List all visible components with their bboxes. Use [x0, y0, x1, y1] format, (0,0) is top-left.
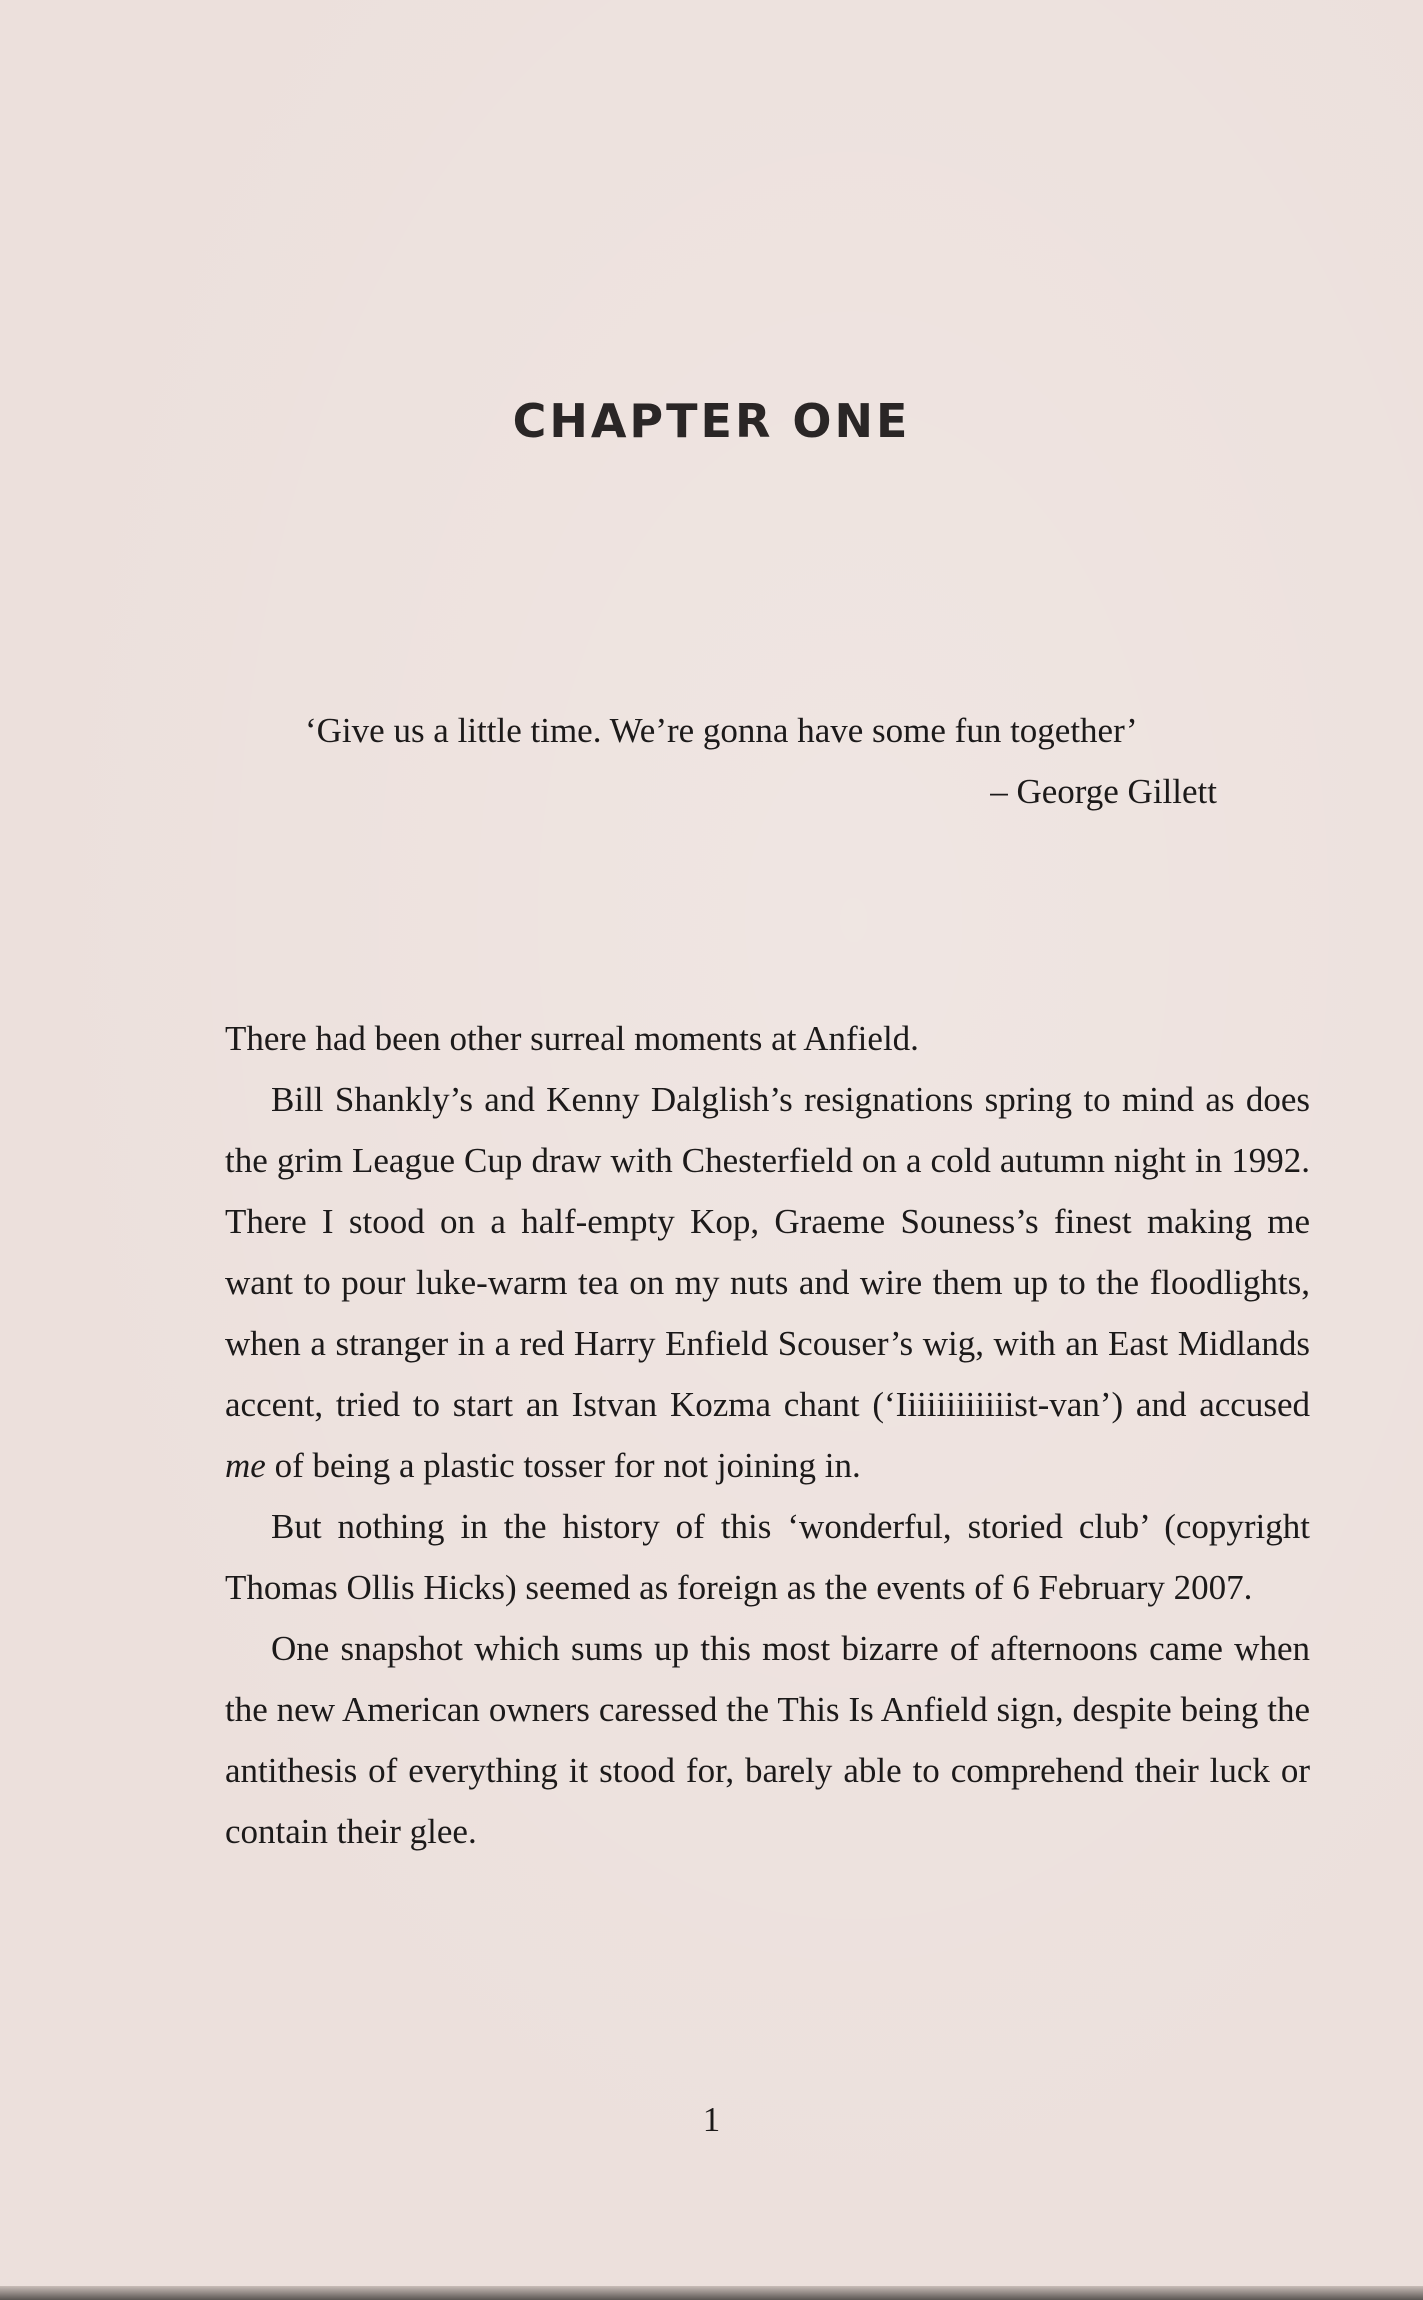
paragraph-2 — [225, 1069, 1310, 1496]
epigraph — [305, 700, 1217, 822]
paragraph-4: One snapshot which sums up this most bizarre of afternoons came when the new American owners caressed the This Is Anfield sign, despite being the antithesis of everything it stood for, barely able to comprehend their luck or contain their glee. — [225, 1629, 1310, 1851]
chapter-body — [225, 1008, 1310, 1862]
epigraph-attribution: – George Gillett — [990, 772, 1217, 811]
paragraph-2-emphasis: me — [225, 1446, 266, 1485]
paragraph-1: There had been other surreal moments at Anfield. — [225, 1019, 919, 1058]
page-number: 1 — [702, 2100, 721, 2139]
paragraph-2-tail: of being a plastic tosser for not joining in. — [265, 1446, 861, 1485]
paragraph-3: But nothing in the history of this ‘wonderful, storied club’ (copyright Thomas Ollis Hicks) seemed as foreign as the events of 6 February 2007. — [225, 1507, 1310, 1607]
paragraph-2-text: Bill Shankly’s and Kenny Dalglish’s resignations spring to mind as does the grim League Cup draw with Chesterfield on a cold autumn night in 1992. There I stood on a half-empty Kop, Graeme Souness’s finest making me want to pour luke-warm tea on my nuts and wire them up to the floodlights, when a stranger in a red Harry Enfield Scouser’s wig, with an East Midlands accent, tried to start an Istvan Kozma chant (‘Iiiiiiiiiiiist-van’) and accused — [225, 1080, 1310, 1424]
chapter-title: CHAPTER ONE — [512, 394, 911, 448]
page-bottom-edge — [0, 2286, 1423, 2300]
epigraph-quote: ‘Give us a little time. We’re gonna have some fun together’ — [305, 711, 1138, 750]
